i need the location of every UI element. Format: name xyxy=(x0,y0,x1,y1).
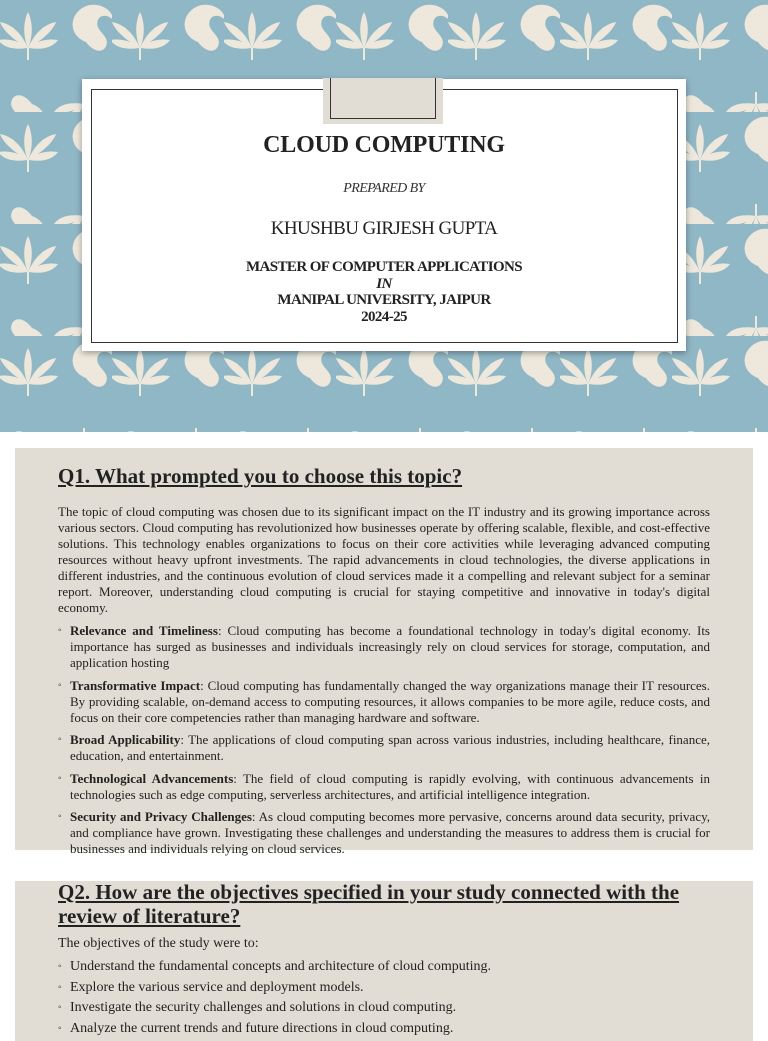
presentation-title: CLOUD COMPUTING xyxy=(263,132,505,158)
bullet-term: Transformative Impact xyxy=(70,677,201,693)
card-tab-inner xyxy=(330,78,436,119)
list-item xyxy=(58,809,710,857)
list-item xyxy=(58,771,710,803)
bullet-text: : As cloud computing becomes more pervasive, concerns around data security, privacy, and compliance have grown. Investigating these challenges and understanding the measures to address them is crucial for businesses and individuals relying on cloud services. xyxy=(70,809,710,856)
bullet-icon: ◦ xyxy=(58,1002,62,1013)
bullet-term: Relevance and Timeliness xyxy=(70,623,218,638)
bullet-term: Technological Advancements xyxy=(70,770,234,786)
bullet-text: : The applications of cloud computing span across various industries, including healthcare, finance, education, and entertainment. xyxy=(70,732,710,763)
objective-text: Understand the fundamental concepts and architecture of cloud computing. xyxy=(70,959,492,974)
list-item xyxy=(58,957,710,978)
bullet-icon: ◦ xyxy=(58,811,62,822)
bullet-term: Security and Privacy Challenges xyxy=(70,809,252,824)
q1-paragraph: The topic of cloud computing was chosen due to its significant impact on the IT industry and its growing importance across various sectors. Cloud computing has revolutionized how businesses operate by offering scalable, flexible, and cost-effective solutions. This technology enables organizations to focus on their core activities while leveraging advanced computing resources without heavy upfront investments. The rapid advancements in cloud technologies, the diverse applications in different industries, and the continuous evolution of cloud services made it a compelling and relevant subject for a seminar report. Moreover, understanding cloud computing is crucial for staying competitive and innovative in today's digital economy. xyxy=(58,504,710,615)
degree-name: MASTER OF COMPUTER APPLICATIONS xyxy=(245,259,522,275)
bullet-text: : The field of cloud computing is rapidly evolving, with continuous advancements in technologies such as edge computing, serverless architectures, and artificial intelligence integration. xyxy=(70,770,710,802)
bullet-icon: ◦ xyxy=(58,981,62,993)
bullet-icon: ◦ xyxy=(58,772,62,784)
list-item xyxy=(58,998,710,1019)
degree-block xyxy=(82,259,686,325)
q1-bullet-list xyxy=(58,623,710,864)
academic-year: 2024-25 xyxy=(361,308,407,325)
bullet-text: : Cloud computing has fundamentally changed the way organizations manage their IT resources. By providing scalable, on-demand access to computing resources, it allows companies to be more agile, reduce costs, and focus on their core competencies rather than managing hardware and software. xyxy=(70,677,710,725)
bullet-icon: ◦ xyxy=(58,961,62,972)
list-item xyxy=(58,1019,710,1040)
objective-text: Analyze the current trends and future directions in cloud computing. xyxy=(70,1020,454,1036)
prepared-by-label: PREPARED BY xyxy=(343,181,425,196)
title-card xyxy=(82,79,686,351)
card-tab-decoration xyxy=(323,78,443,124)
bullet-icon: ◦ xyxy=(58,1022,62,1034)
list-item xyxy=(58,732,710,764)
q1-slide xyxy=(15,448,753,856)
university-name: MANIPAL UNIVERSITY, JAIPUR xyxy=(277,292,491,308)
q2-heading: Q2. How are the objectives specified in your study connected with the review of literature? xyxy=(58,880,680,928)
q2-slide xyxy=(15,881,753,1041)
list-item xyxy=(58,978,710,999)
bullet-icon: ◦ xyxy=(58,625,62,636)
list-item xyxy=(58,623,710,671)
in-label: IN xyxy=(376,275,392,292)
objective-text: Investigate the security challenges and solutions in cloud computing. xyxy=(70,1000,457,1015)
bullet-text: : Cloud computing has become a foundational technology in today's digital economy. Its importance has surged as businesses and individuals increasingly rely on cloud services for storage, computation, and application hosting xyxy=(70,623,710,670)
q1-heading: Q1. What prompted you to choose this topic? xyxy=(58,464,463,488)
bullet-term: Broad Applicability xyxy=(70,732,181,747)
title-slide xyxy=(0,0,768,432)
objective-text: Explore the various service and deployment models. xyxy=(70,979,364,995)
bullet-icon: ◦ xyxy=(58,734,62,745)
objectives-list xyxy=(58,957,710,1039)
list-item xyxy=(58,678,710,726)
bullet-icon: ◦ xyxy=(58,679,62,691)
q2-intro: The objectives of the study were to: xyxy=(58,936,259,951)
author-name: KHUSHBU GIRJESH GUPTA xyxy=(270,218,498,239)
